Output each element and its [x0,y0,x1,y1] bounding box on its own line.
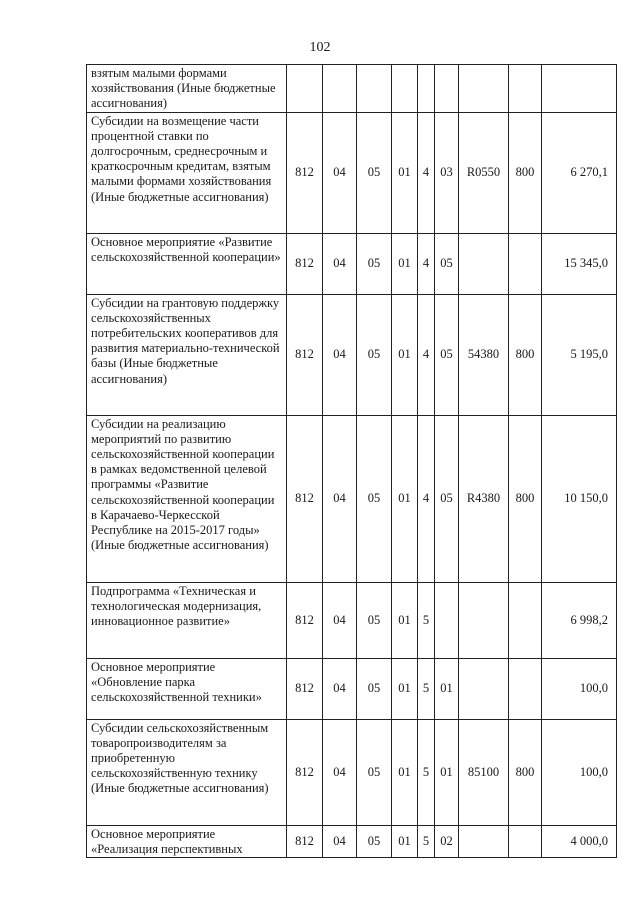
cell-expense-type [509,825,542,857]
cell-program [392,65,418,113]
cell-section: 04 [323,294,357,415]
cell-section [323,65,357,113]
cell-subprogram: 4 [418,415,435,582]
cell-subsection: 05 [357,233,392,294]
cell-program: 01 [392,825,418,857]
cell-program: 01 [392,719,418,825]
row-name: Субсидии на возмещение части процентной ставки по долгосрочным, среднесрочным и краткосрочным кредитам, взятым малыми формами хозяйствования (Иные бюджетные ассигнования) [87,112,287,233]
cell-direction [459,825,509,857]
cell-subsection [357,65,392,113]
cell-subprogram [418,65,435,113]
cell-expense-type: 800 [509,112,542,233]
cell-section: 04 [323,658,357,719]
cell-subsection: 05 [357,719,392,825]
cell-measure: 05 [435,233,459,294]
table-row [87,294,617,415]
cell-section: 04 [323,582,357,658]
row-name: Субсидии на реализацию мероприятий по развитию сельскохозяйственной кооперации в рамках ведомственной целевой программы «Развитие сельскохозяйственной кооперации в Карачаево-Черкесской Республике на 2015-2017 годы» (Иные бюджетные ассигнования) [87,415,287,582]
row-name: Основное мероприятие «Обновление парка сельскохозяйственной техники» [87,658,287,719]
cell-subprogram: 4 [418,233,435,294]
cell-subprogram: 5 [418,658,435,719]
cell-program: 01 [392,112,418,233]
cell-direction [459,233,509,294]
row-name: Основное мероприятие «Развитие сельскохозяйственной кооперации» [87,233,287,294]
row-name: Основное мероприятие «Реализация перспективных [87,825,287,857]
cell-expense-type: 800 [509,719,542,825]
cell-ministry: 812 [287,825,323,857]
cell-amount: 100,0 [542,658,617,719]
cell-amount: 6 270,1 [542,112,617,233]
page-number: 102 [309,40,331,55]
cell-ministry: 812 [287,582,323,658]
cell-direction: R0550 [459,112,509,233]
cell-program: 01 [392,233,418,294]
row-name: Субсидии на грантовую поддержку сельскохозяйственных потребительских кооперативов для развития материально-технической базы (Иные бюджетные ассигнования) [87,294,287,415]
cell-subprogram: 5 [418,719,435,825]
cell-ministry: 812 [287,294,323,415]
cell-section: 04 [323,233,357,294]
cell-subsection: 05 [357,582,392,658]
cell-measure [435,582,459,658]
row-name: Субсидии сельскохозяйственным товаропроизводителям за приобретенную сельскохозяйственную технику (Иные бюджетные ассигнования) [87,719,287,825]
table-row [87,658,617,719]
cell-measure: 02 [435,825,459,857]
cell-ministry: 812 [287,719,323,825]
cell-program: 01 [392,582,418,658]
cell-subprogram: 5 [418,582,435,658]
cell-program: 01 [392,415,418,582]
cell-measure: 03 [435,112,459,233]
cell-expense-type [509,582,542,658]
cell-expense-type [509,233,542,294]
cell-amount: 15 345,0 [542,233,617,294]
cell-subsection: 05 [357,294,392,415]
cell-subsection: 05 [357,658,392,719]
cell-measure: 01 [435,719,459,825]
cell-subprogram: 4 [418,112,435,233]
cell-ministry: 812 [287,658,323,719]
cell-expense-type [509,658,542,719]
table-row [87,112,617,233]
cell-subprogram: 4 [418,294,435,415]
cell-subprogram: 5 [418,825,435,857]
cell-program: 01 [392,658,418,719]
cell-measure [435,65,459,113]
cell-ministry: 812 [287,415,323,582]
cell-ministry [287,65,323,113]
cell-section: 04 [323,825,357,857]
cell-expense-type: 800 [509,415,542,582]
cell-ministry: 812 [287,112,323,233]
cell-direction: R4380 [459,415,509,582]
table-row [87,825,617,857]
cell-direction [459,582,509,658]
cell-amount: 4 000,0 [542,825,617,857]
cell-amount: 10 150,0 [542,415,617,582]
cell-direction: 85100 [459,719,509,825]
cell-measure: 05 [435,415,459,582]
cell-amount [542,65,617,113]
cell-amount: 100,0 [542,719,617,825]
cell-section: 04 [323,719,357,825]
cell-expense-type [509,65,542,113]
row-name: взятым малыми формами хозяйствования (Иные бюджетные ассигнования) [87,65,287,113]
budget-table [86,64,617,858]
cell-measure: 05 [435,294,459,415]
cell-direction [459,658,509,719]
cell-ministry: 812 [287,233,323,294]
row-name: Подпрограмма «Техническая и технологическая модернизация, инновационное развитие» [87,582,287,658]
cell-section: 04 [323,112,357,233]
cell-program: 01 [392,294,418,415]
table-row [87,582,617,658]
table-row [87,65,617,113]
cell-direction: 54380 [459,294,509,415]
cell-expense-type: 800 [509,294,542,415]
cell-amount: 5 195,0 [542,294,617,415]
cell-section: 04 [323,415,357,582]
cell-amount: 6 998,2 [542,582,617,658]
table-row [87,415,617,582]
table-row [87,233,617,294]
cell-subsection: 05 [357,112,392,233]
cell-direction [459,65,509,113]
cell-subsection: 05 [357,415,392,582]
table-row [87,719,617,825]
cell-subsection: 05 [357,825,392,857]
cell-measure: 01 [435,658,459,719]
